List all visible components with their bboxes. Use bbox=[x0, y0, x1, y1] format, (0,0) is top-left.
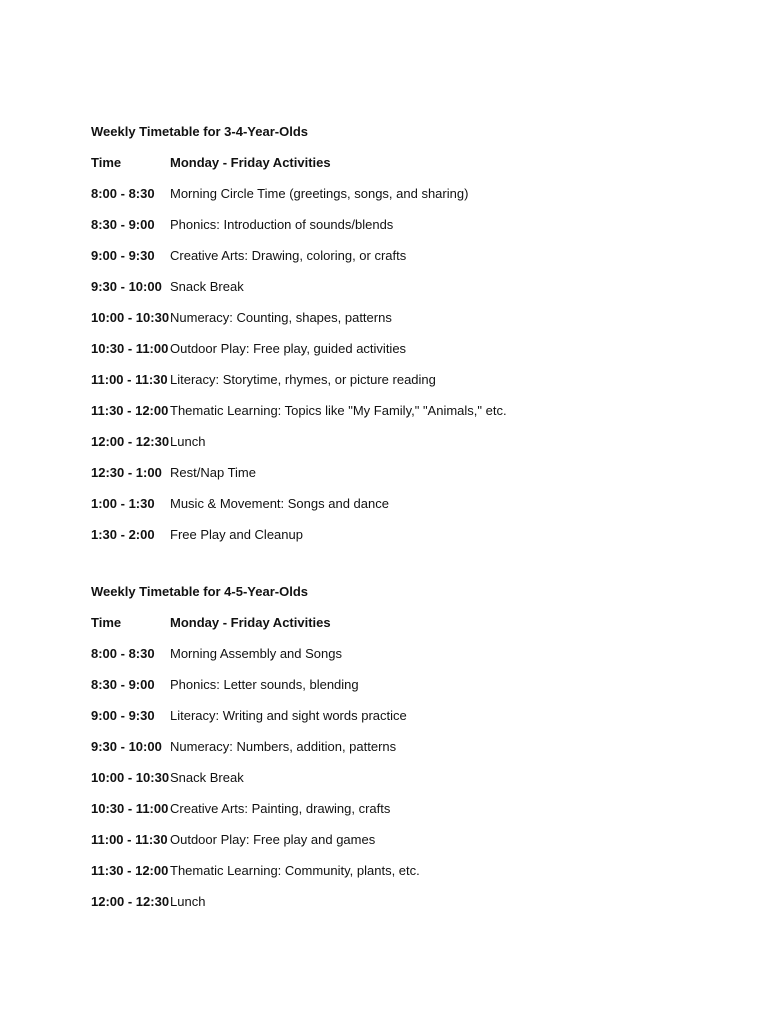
activity-cell: Phonics: Introduction of sounds/blends bbox=[170, 217, 394, 232]
table-row bbox=[91, 248, 691, 279]
time-cell: 8:30 - 9:00 bbox=[91, 217, 155, 232]
activity-cell: Literacy: Writing and sight words practice bbox=[170, 708, 407, 723]
table-row bbox=[91, 310, 691, 341]
time-column-header: Time bbox=[91, 155, 122, 170]
timetable-header-row bbox=[91, 155, 691, 186]
time-cell: 11:30 - 12:00 bbox=[91, 403, 169, 418]
time-cell: 1:00 - 1:30 bbox=[91, 496, 155, 511]
timetable-4-5-year-olds bbox=[91, 584, 691, 925]
activity-cell: Outdoor Play: Free play, guided activities bbox=[170, 341, 407, 356]
activity-cell: Outdoor Play: Free play and games bbox=[170, 832, 376, 847]
time-cell: 8:00 - 8:30 bbox=[91, 646, 155, 661]
time-cell: 12:00 - 12:30 bbox=[91, 894, 170, 909]
table-row bbox=[91, 832, 691, 863]
table-row bbox=[91, 527, 691, 558]
timetable-title: Weekly Timetable for 4-5-Year-Olds bbox=[91, 584, 308, 599]
activity-cell: Thematic Learning: Community, plants, etc. bbox=[170, 863, 420, 878]
table-row bbox=[91, 894, 691, 925]
table-row bbox=[91, 403, 691, 434]
activity-cell: Rest/Nap Time bbox=[170, 465, 256, 480]
time-cell: 1:30 - 2:00 bbox=[91, 527, 155, 542]
time-cell: 10:00 - 10:30 bbox=[91, 770, 170, 785]
table-row bbox=[91, 708, 691, 739]
table-row bbox=[91, 770, 691, 801]
activity-column-header: Monday - Friday Activities bbox=[170, 155, 331, 170]
activity-cell: Lunch bbox=[170, 434, 206, 449]
time-cell: 10:00 - 10:30 bbox=[91, 310, 170, 325]
time-cell: 9:30 - 10:00 bbox=[91, 279, 162, 294]
time-cell: 12:30 - 1:00 bbox=[91, 465, 162, 480]
table-row bbox=[91, 217, 691, 248]
time-cell: 10:30 - 11:00 bbox=[91, 801, 169, 816]
table-row bbox=[91, 801, 691, 832]
activity-cell: Numeracy: Numbers, addition, patterns bbox=[170, 739, 397, 754]
activity-cell: Morning Assembly and Songs bbox=[170, 646, 342, 661]
activity-cell: Creative Arts: Painting, drawing, crafts bbox=[170, 801, 391, 816]
table-row bbox=[91, 341, 691, 372]
timetable-3-4-year-olds bbox=[91, 124, 691, 558]
time-cell: 11:00 - 11:30 bbox=[91, 372, 168, 387]
time-cell: 12:00 - 12:30 bbox=[91, 434, 170, 449]
time-cell: 11:30 - 12:00 bbox=[91, 863, 169, 878]
activity-cell: Morning Circle Time (greetings, songs, and sharing) bbox=[170, 186, 469, 201]
table-row bbox=[91, 496, 691, 527]
activity-cell: Lunch bbox=[170, 894, 206, 909]
table-row bbox=[91, 646, 691, 677]
table-row bbox=[91, 863, 691, 894]
table-row bbox=[91, 677, 691, 708]
activity-cell: Snack Break bbox=[170, 279, 244, 294]
activity-cell: Music & Movement: Songs and dance bbox=[170, 496, 389, 511]
table-row bbox=[91, 739, 691, 770]
table-row bbox=[91, 186, 691, 217]
activity-cell: Phonics: Letter sounds, blending bbox=[170, 677, 359, 692]
time-cell: 11:00 - 11:30 bbox=[91, 832, 168, 847]
time-cell: 8:00 - 8:30 bbox=[91, 186, 155, 201]
activity-cell: Snack Break bbox=[170, 770, 244, 785]
table-row bbox=[91, 434, 691, 465]
time-column-header: Time bbox=[91, 615, 122, 630]
time-cell: 9:30 - 10:00 bbox=[91, 739, 162, 754]
time-cell: 9:00 - 9:30 bbox=[91, 708, 155, 723]
timetable-header-row bbox=[91, 615, 691, 646]
table-row bbox=[91, 279, 691, 310]
activity-cell: Creative Arts: Drawing, coloring, or crafts bbox=[170, 248, 407, 263]
activity-cell: Numeracy: Counting, shapes, patterns bbox=[170, 310, 392, 325]
time-cell: 10:30 - 11:00 bbox=[91, 341, 169, 356]
activity-cell: Free Play and Cleanup bbox=[170, 527, 303, 542]
activity-cell: Literacy: Storytime, rhymes, or picture reading bbox=[170, 372, 436, 387]
time-cell: 8:30 - 9:00 bbox=[91, 677, 155, 692]
timetable-title: Weekly Timetable for 3-4-Year-Olds bbox=[91, 124, 308, 139]
activity-cell: Thematic Learning: Topics like "My Family," "Animals," etc. bbox=[170, 403, 507, 418]
table-row bbox=[91, 465, 691, 496]
activity-column-header: Monday - Friday Activities bbox=[170, 615, 331, 630]
time-cell: 9:00 - 9:30 bbox=[91, 248, 155, 263]
table-row bbox=[91, 372, 691, 403]
